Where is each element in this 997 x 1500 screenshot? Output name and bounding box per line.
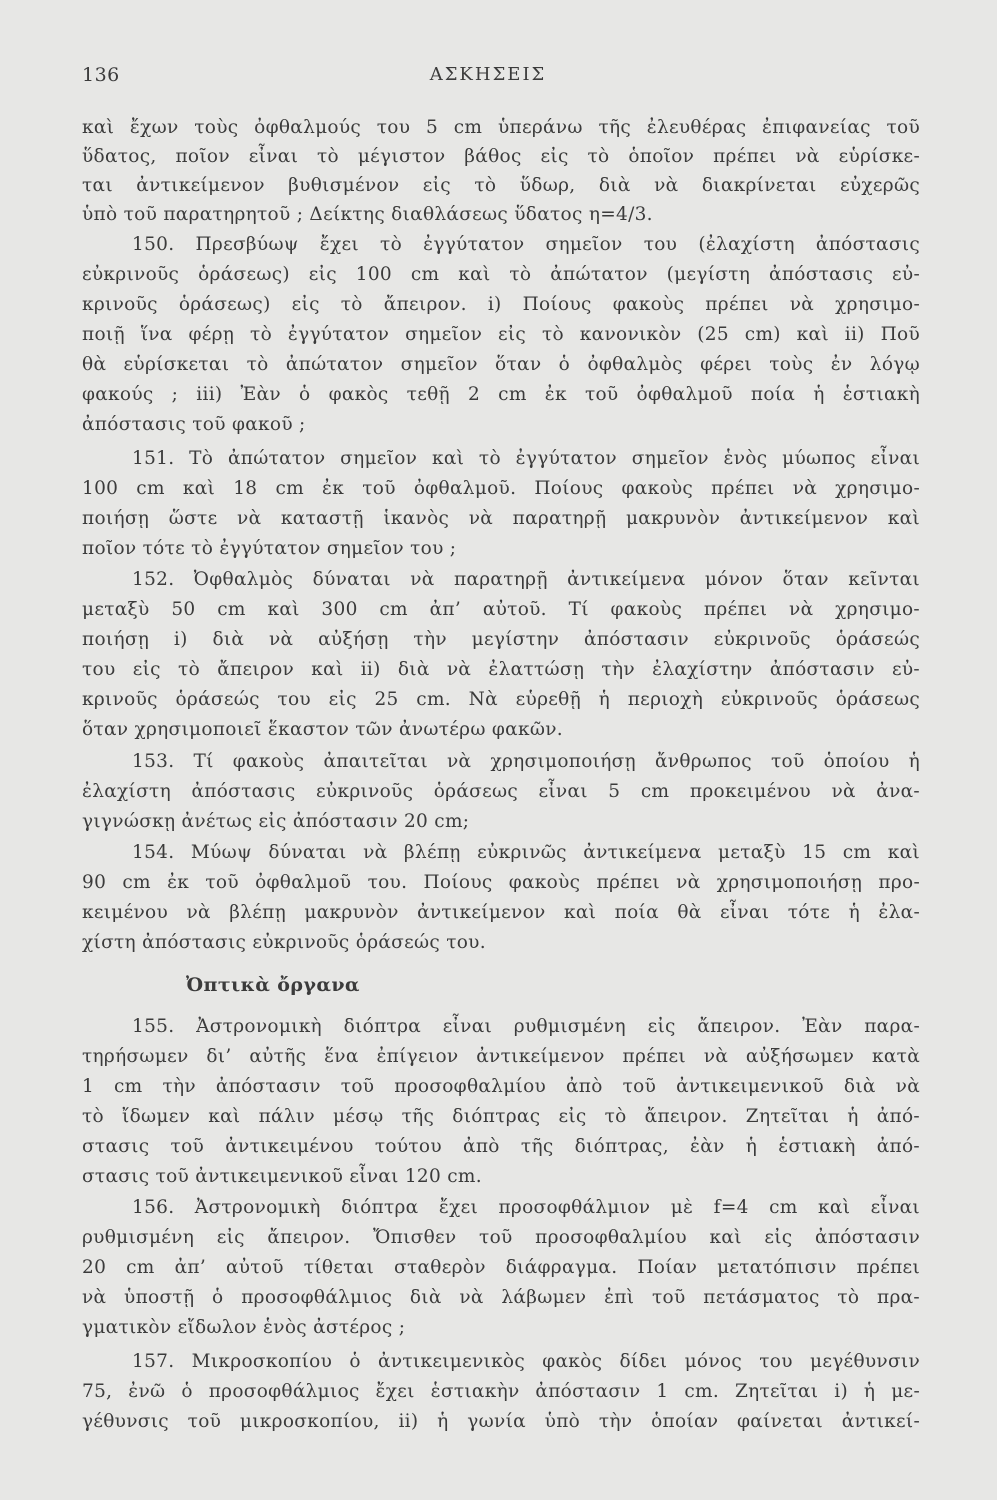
page-number: 136	[82, 64, 120, 86]
text-line: 154. Μύωψ δύναται νὰ βλέπῃ εὐκρινῶς ἀντικείμενα μεταξὺ 15 cm καὶ	[132, 842, 920, 863]
text-line: 156. Ἀστρονομικὴ διόπτρα ἔχει προσοφθάλμιον μὲ f=4 cm καὶ εἶναι	[132, 1197, 920, 1218]
exercise-152	[82, 565, 920, 745]
text-line: κρινοῦς ὁράσεώς του εἰς 25 cm. Νὰ εὑρεθῇ ἡ περιοχὴ εὐκρινοῦς ὁράσεως	[82, 689, 920, 710]
exercise-154	[82, 838, 920, 958]
text-line: 153. Τί φακοὺς ἀπαιτεῖται νὰ χρησιμοποιήσῃ ἄνθρωπος τοῦ ὁποίου ἡ	[132, 751, 920, 772]
text-line: 100 cm καὶ 18 cm ἐκ τοῦ ὀφθαλμοῦ. Ποίους φακοὺς πρέπει νὰ χρησιμο-	[82, 478, 920, 499]
text-line: γέθυνσις τοῦ μικροσκοπίου, ii) ἡ γωνία ὑπὸ τὴν ὁποίαν φαίνεται ἀντικεί-	[82, 1411, 920, 1432]
text-line: θὰ εὑρίσκεται τὸ ἀπώτατον σημεῖον ὅταν ὁ ὀφθαλμὸς φέρει τοὺς ἐν λόγῳ	[82, 354, 920, 375]
text-line: ἐλαχίστη ἀπόστασις εὐκρινοῦς ὁράσεως εἶναι 5 cm προκειμένου νὰ ἀνα-	[82, 781, 920, 802]
text-line: 90 cm ἐκ τοῦ ὀφθαλμοῦ του. Ποίους φακοὺς πρέπει νὰ χρησιμοποιήσῃ προ-	[82, 872, 920, 893]
exercise-151	[82, 444, 920, 564]
text-line: ποιῇ ἵνα φέρῃ τὸ ἐγγύτατον σημεῖον εἰς τὸ κανονικὸν (25 cm) καὶ ii) Ποῦ	[82, 324, 920, 345]
text-line: ρυθμισμένη εἰς ἄπειρον. Ὄπισθεν τοῦ προσοφθαλμίου καὶ εἰς ἀπόστασιν	[82, 1227, 920, 1248]
text-line: 151. Τὸ ἀπώτατον σημεῖον καὶ τὸ ἐγγύτατον σημεῖον ἑνὸς μύωπος εἶναι	[132, 448, 920, 469]
text-line: ποιήσῃ ὥστε νὰ καταστῇ ἱκανὸς νὰ παρατηρῇ μακρυνὸν ἀντικείμενον καὶ	[82, 508, 920, 529]
text-line: ὅταν χρησιμοποιεῖ ἕκαστον τῶν ἀνωτέρω φακῶν.	[82, 719, 563, 740]
text-line: του εἰς τὸ ἄπειρον καὶ ii) διὰ νὰ ἐλαττώσῃ τὴν ἐλαχίστην ἀπόστασιν εὐ-	[82, 659, 920, 680]
text-line: ὕδατος, ποῖον εἶναι τὸ μέγιστον βάθος εἰς τὸ ὁποῖον πρέπει νὰ εὑρίσκε-	[82, 146, 920, 167]
text-line: στασις τοῦ ἀντικειμενικοῦ εἶναι 120 cm.	[82, 1166, 482, 1187]
text-line: στασις τοῦ ἀντικειμένου τούτου ἀπὸ τῆς διόπτρας, ἐὰν ἡ ἑστιακὴ ἀπό-	[82, 1136, 920, 1157]
section-heading: Ὀπτικὰ ὄργανα	[186, 974, 360, 996]
text-line: 152. Ὀφθαλμὸς δύναται νὰ παρατηρῇ ἀντικείμενα μόνον ὅταν κεῖνται	[132, 569, 920, 590]
exercise-155	[82, 1012, 920, 1192]
text-line: καὶ ἔχων τοὺς ὀφθαλμούς του 5 cm ὑπεράνω τῆς ἐλευθέρας ἐπιφανείας τοῦ	[82, 117, 920, 138]
text-line: ται ἀντικείμενον βυθισμένον εἰς τὸ ὕδωρ, διὰ νὰ διακρίνεται εὐχερῶς	[82, 175, 920, 196]
text-line: γιγνώσκῃ ἀνέτως εἰς ἀπόστασιν 20 cm;	[82, 811, 470, 832]
text-line: κειμένου νὰ βλέπῃ μακρυνὸν ἀντικείμενον καὶ ποία θὰ εἶναι τότε ἡ ἐλα-	[82, 902, 920, 923]
text-line: 155. Ἀστρονομικὴ διόπτρα εἶναι ρυθμισμένη εἰς ἄπειρον. Ἐὰν παρα-	[132, 1016, 920, 1037]
text-line: μεταξὺ 50 cm καὶ 300 cm ἀπ’ αὐτοῦ. Τί φακοὺς πρέπει νὰ χρησιμο-	[82, 599, 920, 620]
text-line: τὸ ἴδωμεν καὶ πάλιν μέσῳ τῆς διόπτρας εἰς τὸ ἄπειρον. Ζητεῖται ἡ ἀπό-	[82, 1106, 920, 1127]
text-line: 1 cm τὴν ἀπόστασιν τοῦ προσοφθαλμίου ἀπὸ τοῦ ἀντικειμενικοῦ διὰ νὰ	[82, 1076, 920, 1097]
exercise-156	[82, 1193, 920, 1343]
text-line: 75, ἐνῶ ὁ προσοφθάλμιος ἔχει ἑστιακὴν ἀπόστασιν 1 cm. Ζητεῖται i) ἡ με-	[82, 1381, 920, 1402]
text-line: γματικὸν εἴδωλον ἑνὸς ἀστέρος ;	[82, 1317, 406, 1338]
running-head: ΑΣΚΗΣΕΙΣ	[429, 64, 547, 85]
text-line: 20 cm ἀπ’ αὐτοῦ τίθεται σταθερὸν διάφραγμα. Ποίαν μετατόπισιν πρέπει	[82, 1257, 920, 1278]
text-line: ποῖον τότε τὸ ἐγγύτατον σημεῖον του ;	[82, 538, 457, 559]
text-line: 157. Μικροσκοπίου ὁ ἀντικειμενικὸς φακὸς δίδει μόνος του μεγέθυνσιν	[132, 1351, 920, 1372]
text-line: κρινοῦς ὁράσεως) εἰς τὸ ἄπειρον. i) Ποίους φακοὺς πρέπει νὰ χρησιμο-	[82, 294, 920, 315]
text-line: τηρήσωμεν δι’ αὐτῆς ἕνα ἐπίγειον ἀντικείμενον πρέπει νὰ αὐξήσωμεν κατὰ	[82, 1046, 920, 1067]
text-line: χίστη ἀπόστασις εὐκρινοῦς ὁράσεώς του.	[82, 932, 486, 953]
exercise-153	[82, 747, 920, 837]
text-line: ὑπὸ τοῦ παρατηρητοῦ ; Δείκτης διαθλάσεως ὕδατος η=4/3.	[82, 204, 653, 225]
text-line: 150. Πρεσβύωψ ἔχει τὸ ἐγγύτατον σημεῖον του (ἐλαχίστη ἀπόστασις	[132, 234, 920, 255]
exercise-157	[82, 1347, 920, 1437]
text-line: εὐκρινοῦς ὁράσεως) εἰς 100 cm καὶ τὸ ἀπώτατον (μεγίστη ἀπόστασις εὐ-	[82, 264, 920, 285]
text-line: ποιήσῃ i) διὰ νὰ αὐξήσῃ τὴν μεγίστην ἀπόστασιν εὐκρινοῦς ὁράσεώς	[82, 629, 920, 650]
text-line: νὰ ὑποστῇ ὁ προσοφθάλμιος διὰ νὰ λάβωμεν ἐπὶ τοῦ πετάσματος τὸ πρα-	[82, 1287, 920, 1308]
exercise-150	[82, 230, 920, 440]
text-line: φακούς ; iii) Ἐὰν ὁ φακὸς τεθῇ 2 cm ἐκ τοῦ ὀφθαλμοῦ ποία ἡ ἑστιακὴ	[82, 384, 920, 405]
exercise-149-continuation	[82, 113, 920, 229]
text-line: ἀπόστασις τοῦ φακοῦ ;	[82, 414, 306, 435]
